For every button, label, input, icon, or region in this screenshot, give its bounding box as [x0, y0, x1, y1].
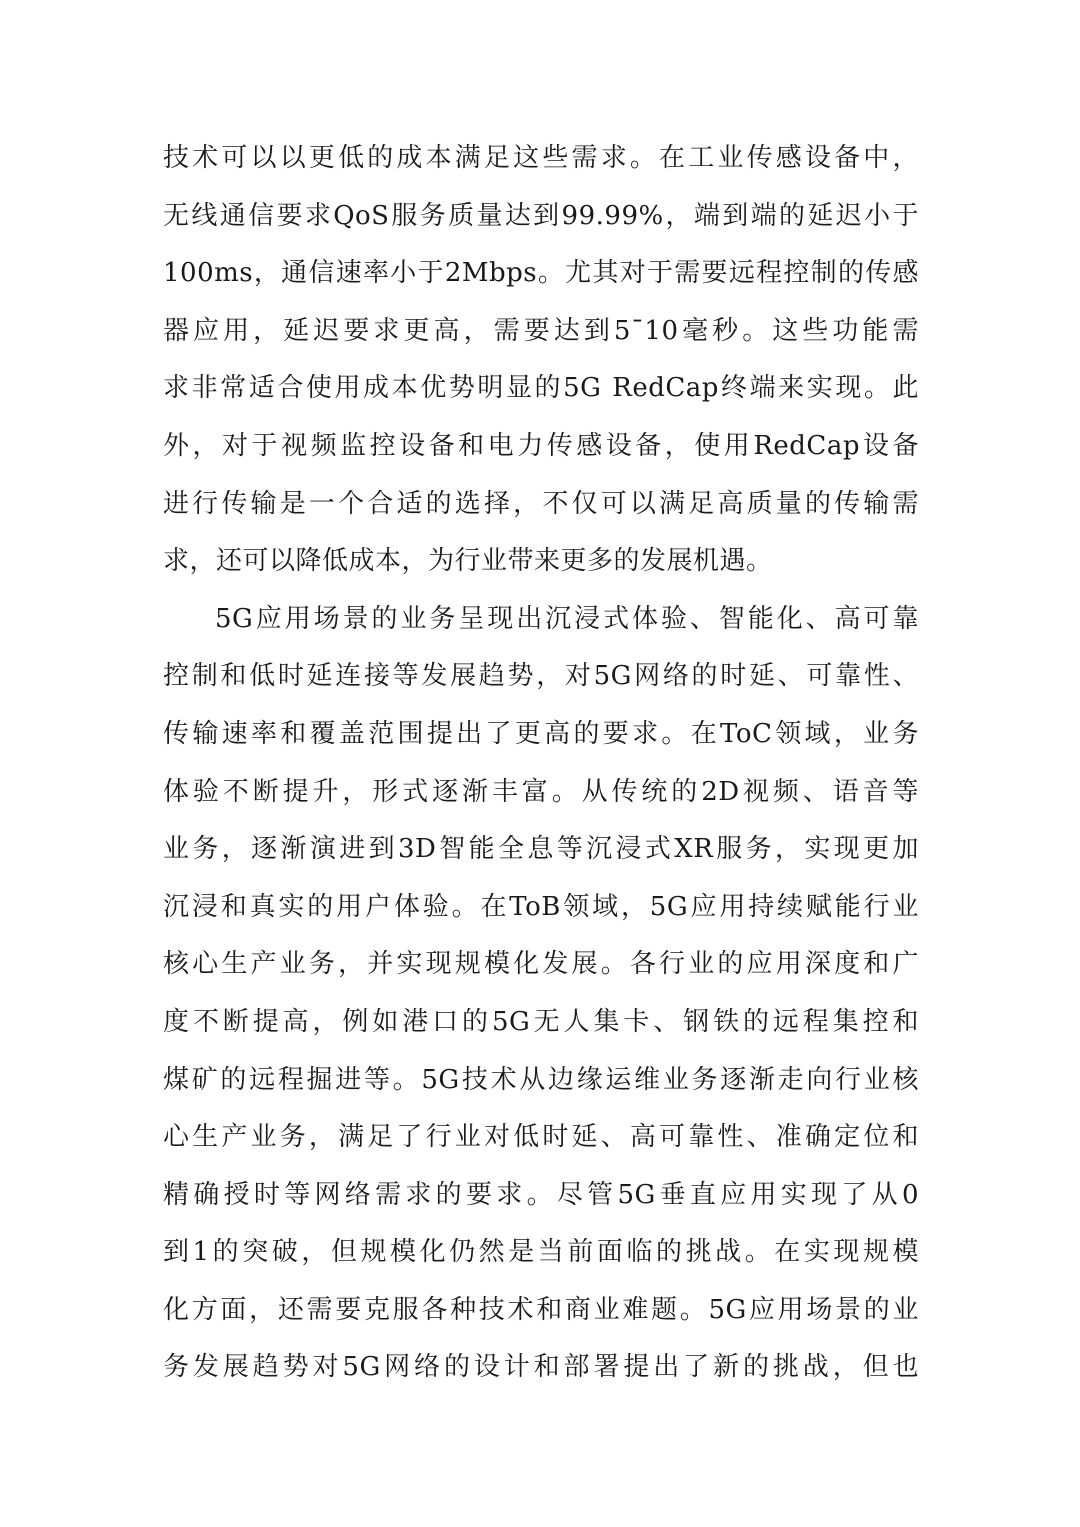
text-line: 心生产业务，满足了行业对低时延、高可靠性、准确定位和 [163, 1122, 919, 1153]
text-line: 业务，逐渐演进到3D智能全息等沉浸式XR服务，实现更加 [163, 834, 919, 865]
text-line: 求，还可以降低成本，为行业带来更多的发展机遇。 [163, 546, 773, 577]
text-line: 传输速率和覆盖范围提出了更高的要求。在ToC领域，业务 [163, 718, 919, 749]
text-line: 务发展趋势对5G网络的设计和部署提出了新的挑战，但也 [163, 1352, 919, 1383]
text-line: 控制和低时延连接等发展趋势，对5G网络的时延、可靠性、 [163, 661, 919, 692]
text-line: 求非常适合使用成本优势明显的5G RedCap终端来实现。此 [163, 373, 919, 404]
text-line: 外，对于视频监控设备和电力传感设备，使用RedCap设备 [163, 430, 919, 461]
text-line: 体验不断提升，形式逐渐丰富。从传统的2D视频、语音等 [163, 776, 919, 807]
text-line: 进行传输是一个合适的选择，不仅可以满足高质量的传输需 [163, 488, 919, 519]
text-line: 度不断提高，例如港口的5G无人集卡、钢铁的远程集控和 [163, 1006, 919, 1037]
text-line: 化方面，还需要克服各种技术和商业难题。5G应用场景的业 [163, 1294, 919, 1325]
text-line: 核心生产业务，并实现规模化发展。各行业的应用深度和广 [163, 949, 919, 980]
text-line: 煤矿的远程掘进等。5G技术从边缘运维业务逐渐走向行业核 [163, 1064, 919, 1095]
text-line: 到1的突破，但规模化仍然是当前面临的挑战。在实现规模 [163, 1237, 919, 1268]
text-line: 5G应用场景的业务呈现出沉浸式体验、智能化、高可靠 [215, 603, 919, 634]
body-text [163, 130, 919, 1397]
text-line: 技术可以以更低的成本满足这些需求。在工业传感设备中， [163, 143, 919, 173]
text-line: 沉浸和真实的用户体验。在ToB领域，5G应用持续赋能行业 [163, 891, 919, 922]
text-line: 100ms，通信速率小于2Mbps。尤其对于需要远程控制的传感 [163, 258, 919, 289]
text-line: 无线通信要求QoS服务质量达到99.99%，端到端的延迟小于 [163, 200, 919, 231]
text-line: 器应用，延迟要求更高，需要达到5¯10毫秒。这些功能需 [163, 315, 919, 346]
text-line: 精确授时等网络需求的要求。尽管5G垂直应用实现了从0 [163, 1179, 919, 1210]
